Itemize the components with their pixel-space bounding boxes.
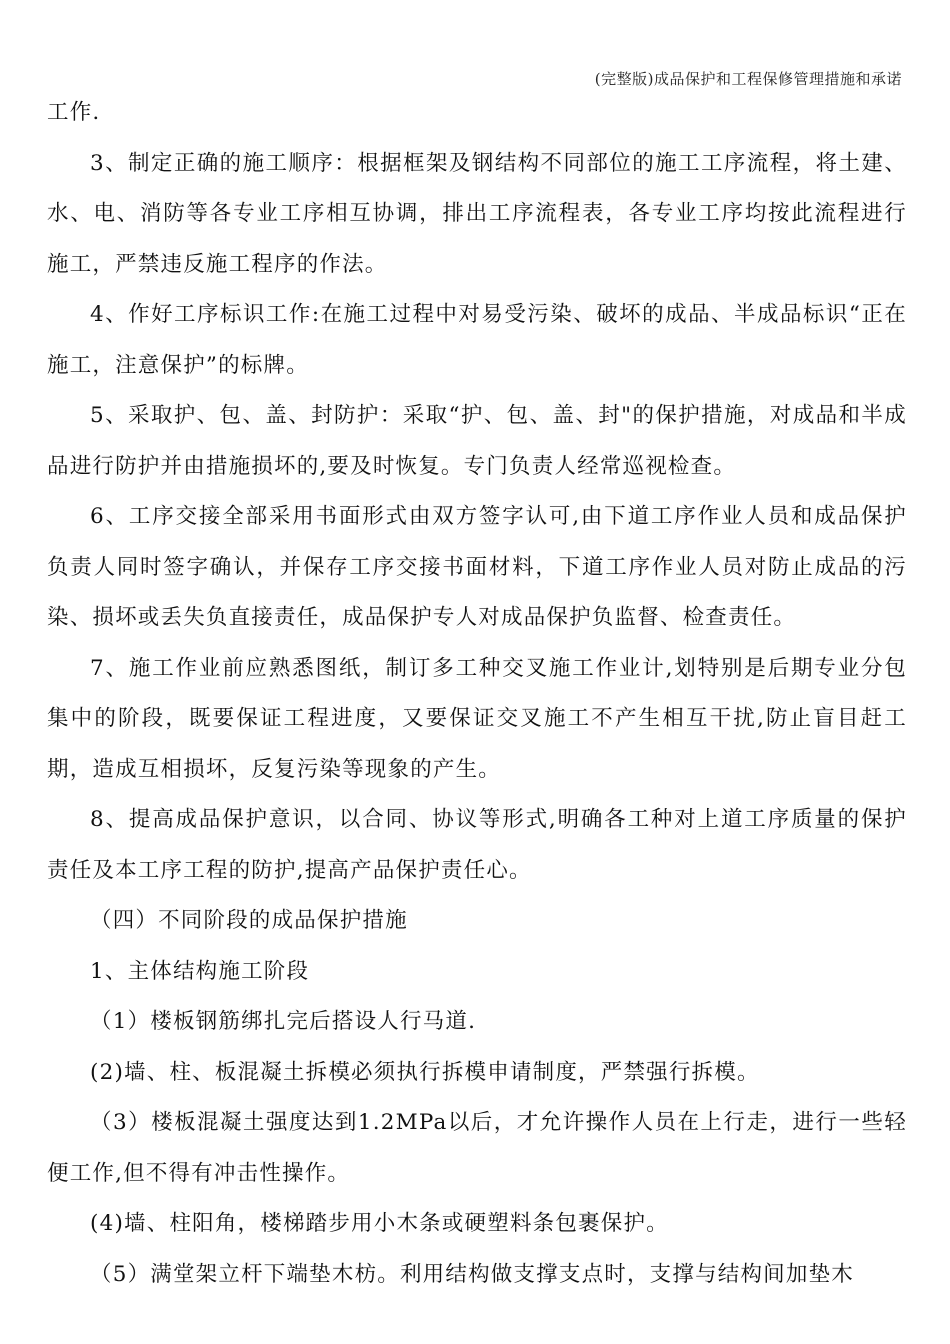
measure-item-2: (2)墙、柱、板混凝土拆模必须执行拆模申请制度，严禁强行拆模。 xyxy=(90,1059,760,1085)
measure-item-4: (4)墙、柱阳角，楼梯踏步用小木条或硬塑料条包裹保护。 xyxy=(90,1211,669,1236)
paragraph-item-8: 8、提高成品保护意识，以合同、协议等形式,明确各工种对上道工序质量的保护责任及本工序工程的防护,提高产品保护责任心。 xyxy=(47,807,907,883)
measure-item-3: （3）楼板混凝土强度达到1.2MPa以后，才允许操作人员在上行走，进行一些轻便工作,但不得有冲击性操作。 xyxy=(47,1110,907,1186)
paragraph-continuation: 工作. xyxy=(47,100,101,125)
running-header: (完整版)成品保护和工程保修管理措施和承诺 xyxy=(594,70,902,88)
paragraph-item-6: 6、工序交接全部采用书面形式由双方签字认可,由下道工序作业人员和成品保护负责人同时签字确认，并保存工序交接书面材料，下道工序作业人员对防止成品的污染、损坏或丢失负直接责任，成品保护专人对成品保护负监督、检查责任。 xyxy=(47,504,907,630)
section-heading-4: （四）不同阶段的成品保护措施 xyxy=(90,908,408,933)
paragraph-item-7: 7、施工作业前应熟悉图纸，制订多工种交叉施工作业计,划特别是后期专业分包集中的阶段，既要保证工程进度，又要保证交叉施工不产生相互干扰,防止盲目赶工期，造成互相损坏，反复污染等现象的产生。 xyxy=(47,655,907,782)
paragraph-item-4: 4、作好工序标识工作:在施工过程中对易受污染、破坏的成品、半成品标识“正在施工，注意保护”的标牌。 xyxy=(47,302,907,378)
subsection-heading-1: 1、主体结构施工阶段 xyxy=(90,958,310,984)
document-body xyxy=(47,88,907,1300)
paragraph-item-5: 5、采取护、包、盖、封防护：采取“护、包、盖、封"的保护措施，对成品和半成品进行防护并由措施损坏的,要及时恢复。专门负责人经常巡视检查。 xyxy=(47,403,907,479)
measure-item-1: （1）楼板钢筋绑扎完后搭设人行马道. xyxy=(90,1009,477,1034)
paragraph-item-3: 3、制定正确的施工顺序：根据框架及钢结构不同部位的施工工序流程，将土建、水、电、消防等各专业工序相互协调，排出工序流程表，各专业工序均按此流程进行施工，严禁违反施工程序的作法。 xyxy=(47,150,907,277)
measure-item-5: （5）满堂架立杆下端垫木枋。利用结构做支撑支点时，支撑与结构间加垫木 xyxy=(90,1261,854,1287)
